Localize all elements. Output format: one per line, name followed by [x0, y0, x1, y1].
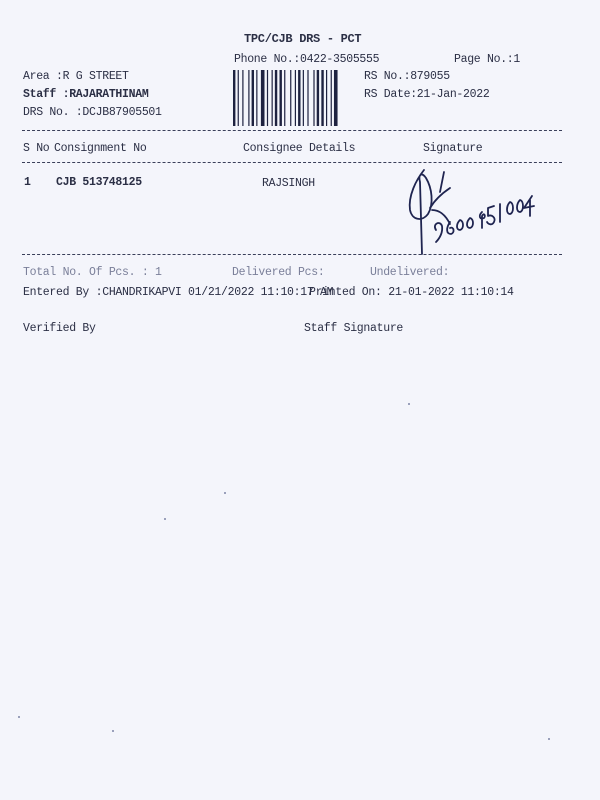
- scan-speck: [548, 738, 550, 740]
- row-sno: 1: [24, 176, 31, 189]
- delivered-pieces: Delivered Pcs:: [232, 266, 325, 279]
- barcode-icon: [233, 70, 357, 126]
- printed-on: Printed On: 21-01-2022 11:10:14: [309, 286, 514, 299]
- row-consignee: RAJSINGH: [262, 177, 315, 190]
- undelivered-pieces: Undelivered:: [370, 266, 450, 279]
- scan-speck: [112, 730, 114, 732]
- column-sno: S No: [23, 142, 50, 155]
- column-signature: Signature: [423, 142, 483, 155]
- divider-bottom: [22, 254, 562, 255]
- scan-speck: [18, 716, 20, 718]
- row-consignment: CJB 513748125: [56, 176, 142, 189]
- column-consignment: Consignment No: [54, 142, 147, 155]
- page-number: Page No.:1: [454, 53, 521, 66]
- area-label: Area :R G STREET: [23, 70, 129, 83]
- verified-by: Verified By: [23, 322, 96, 335]
- rs-date: RS Date:21-Jan-2022: [364, 88, 490, 101]
- column-consignee: Consignee Details: [243, 142, 356, 155]
- scan-speck: [408, 403, 410, 405]
- divider-top: [22, 130, 562, 131]
- staff-signature: Staff Signature: [304, 322, 404, 335]
- phone-number: Phone No.:0422-3505555: [234, 53, 380, 66]
- rs-number: RS No.:879055: [364, 70, 450, 83]
- scan-speck: [164, 518, 166, 520]
- entered-by: Entered By :CHANDRIKAPVI 01/21/2022 11:10:17 AM: [23, 286, 334, 299]
- drs-number: DRS No. :DCJB87905501: [23, 106, 162, 119]
- staff-label: Staff :RAJARATHINAM: [23, 88, 149, 101]
- handwritten-signature: [396, 158, 536, 268]
- document-title: TPC/CJB DRS - PCT: [244, 32, 362, 46]
- total-pieces: Total No. Of Pcs. : 1: [23, 266, 162, 279]
- scan-speck: [224, 492, 226, 494]
